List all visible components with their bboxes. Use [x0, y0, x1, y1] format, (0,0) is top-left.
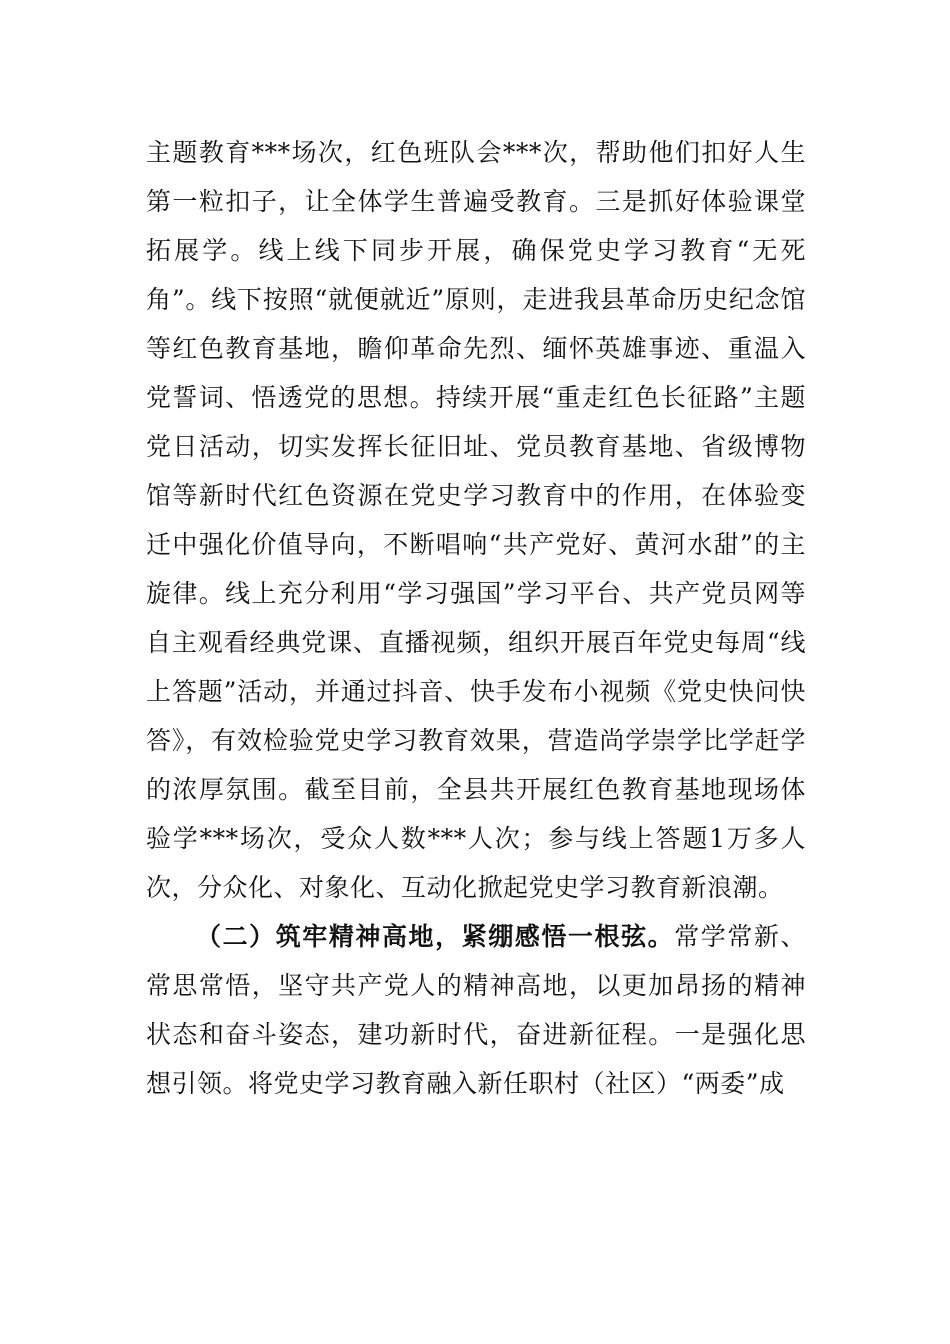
body-paragraph-2 [146, 912, 806, 1108]
section-heading: （二）筑牢精神高地，紧绷感悟一根弦。 [196, 922, 675, 951]
document-body [146, 128, 806, 1108]
section-text: 常学常新、常思常悟，坚守共产党人的精神高地，以更加昂扬的精神状态和奋斗姿态，建功新时代，奋进新征程。一是强化思想引领。将党史学习教育融入新任职村（社区）“两委”成 [146, 922, 806, 1098]
body-paragraph-1: 主题教育***场次，红色班队会***次，帮助他们扣好人生第一粒扣子，让全体学生普遍受教育。三是抓好体验课堂拓展学。线上线下同步开展，确保党史学习教育“无死角”。线下按照“就便就近”原则，走进我县革命历史纪念馆等红色教育基地，瞻仰革命先烈、缅怀英雄事迹、重温入党誓词、悟透党的思想。持续开展“重走红色长征路”主题党日活动，切实发挥长征旧址、党员教育基地、省级博物馆等新时代红色资源在党史学习教育中的作用，在体验变迁中强化价值导向，不断唱响“共产党好、黄河水甜”的主旋律。线上充分利用“学习强国”学习平台、共产党员网等自主观看经典党课、直播视频，组织开展百年党史每周“线上答题”活动，并通过抖音、快手发布小视频《党史快问快答》，有效检验党史学习教育效果，营造尚学崇学比学赶学的浓厚氛围。截至目前，全县共开展红色教育基地现场体验学***场次，受众人数***人次；参与线上答题1万多人次，分众化、对象化、互动化掀起党史学习教育新浪潮。 [146, 138, 806, 902]
